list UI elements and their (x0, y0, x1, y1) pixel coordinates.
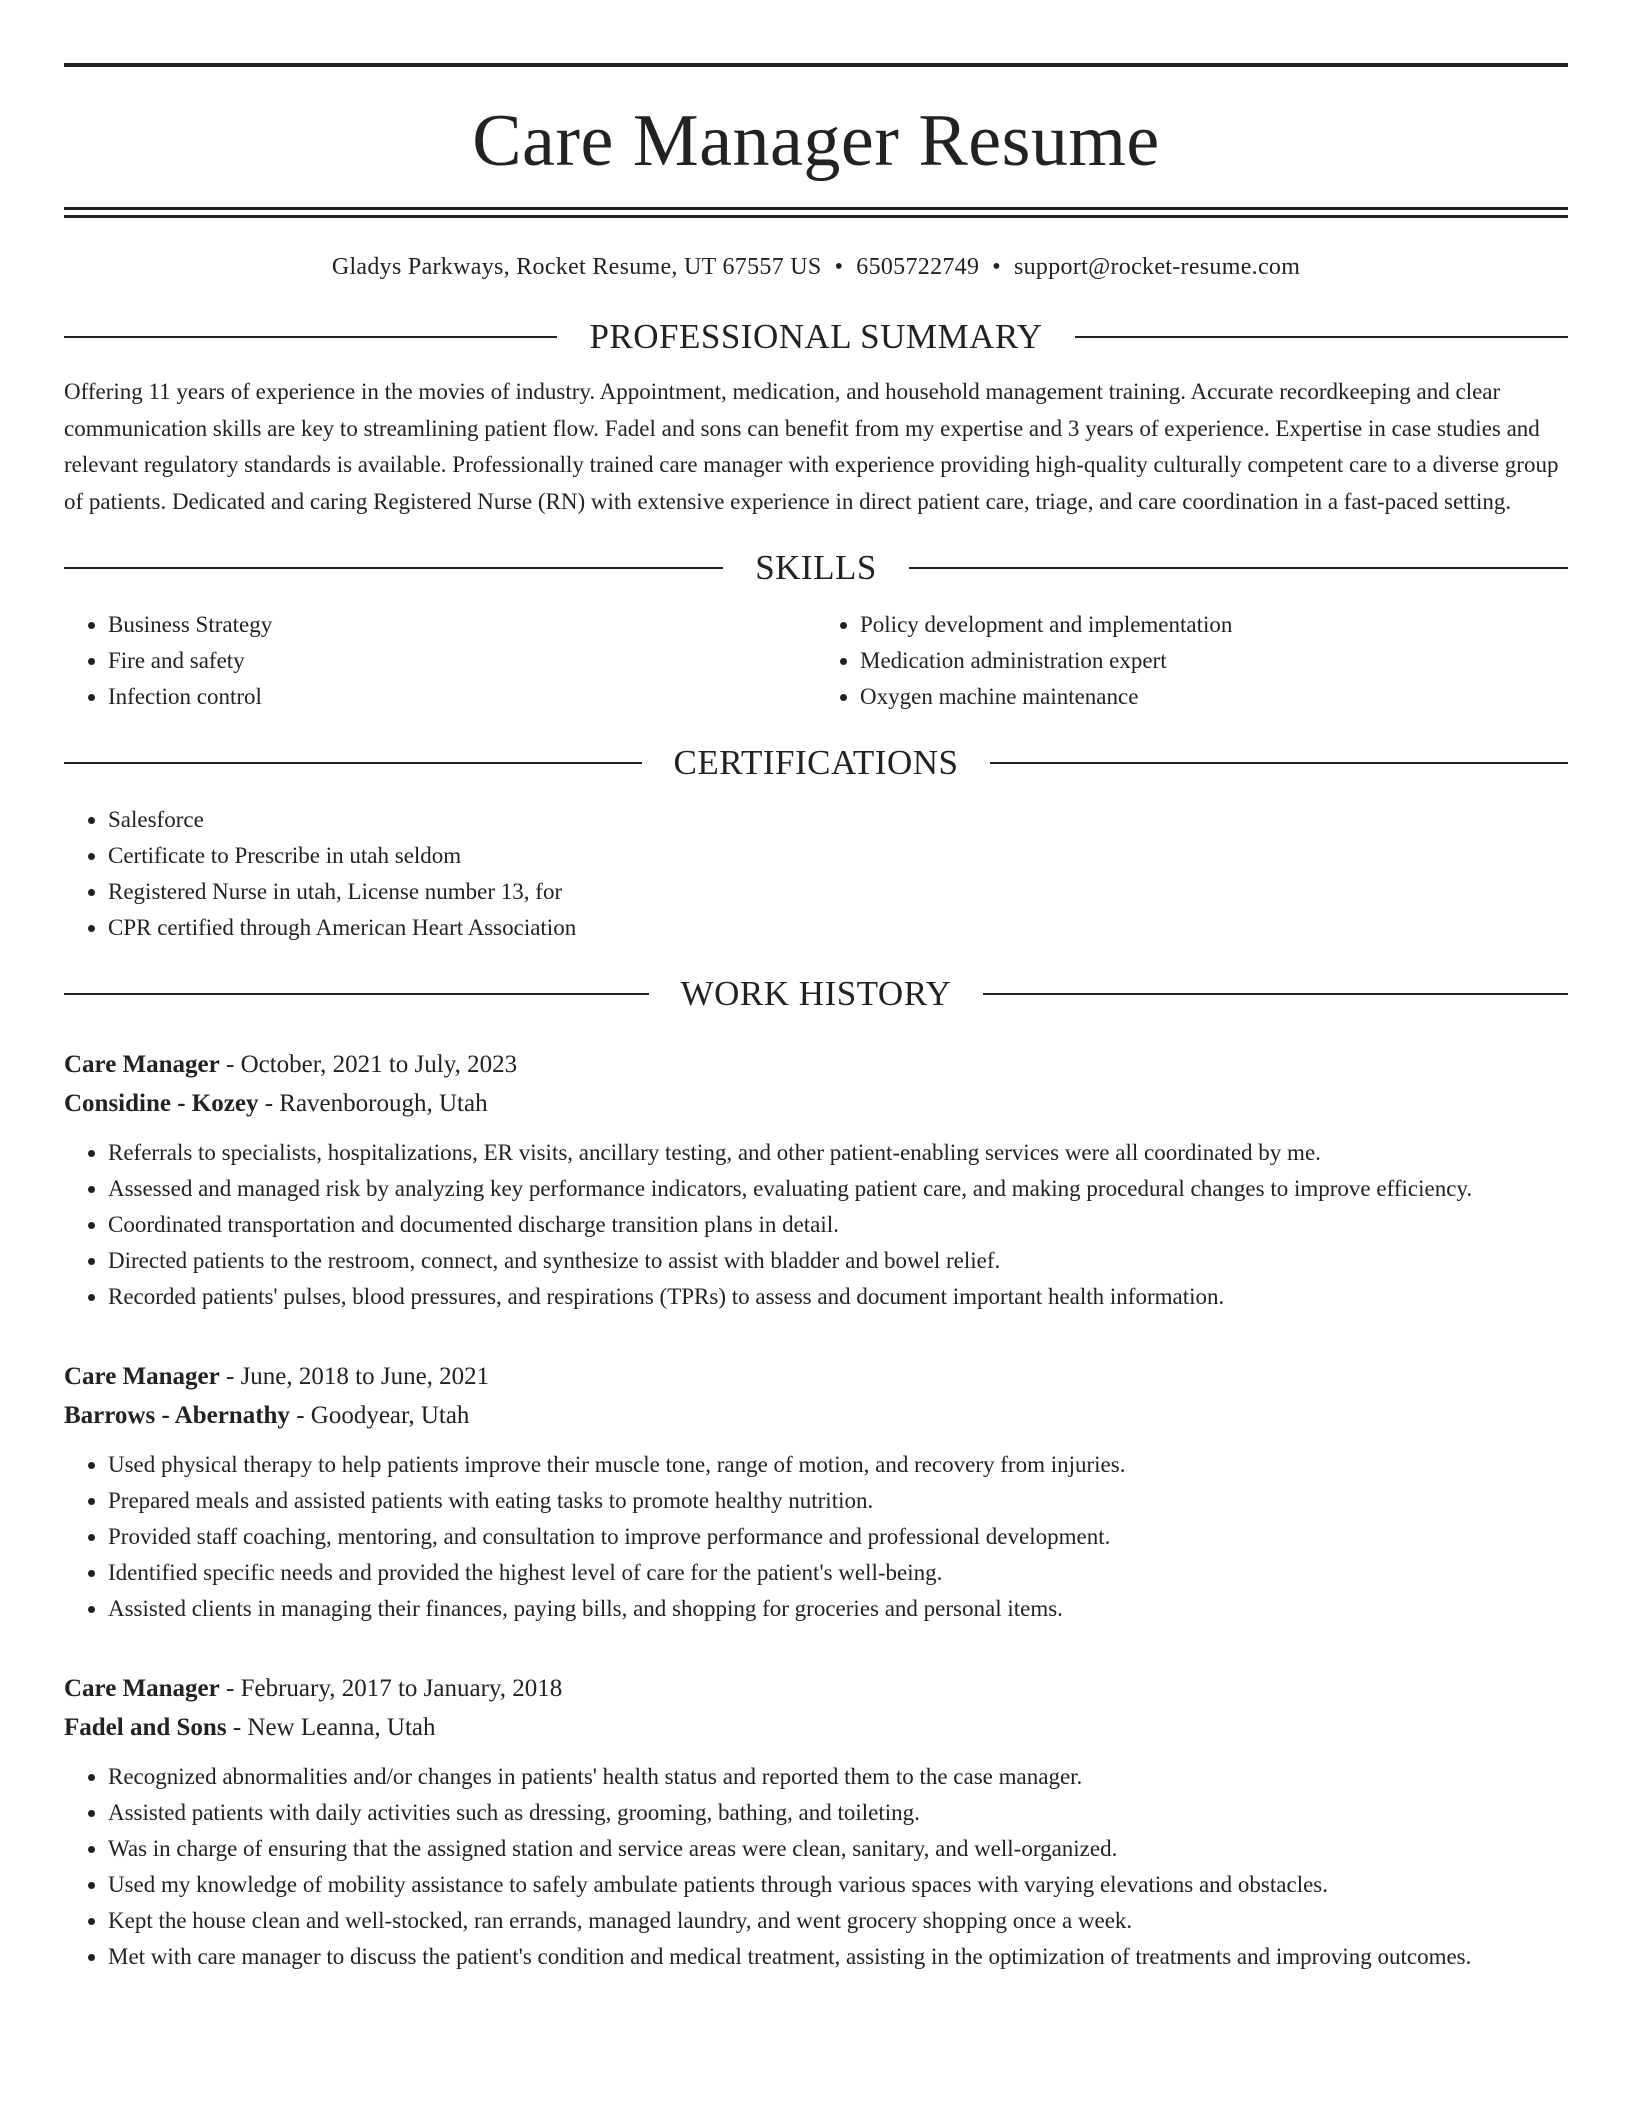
job-company: Barrows - Abernathy (64, 1402, 290, 1429)
summary-heading-label: PROFESSIONAL SUMMARY (589, 317, 1043, 356)
job-company-line (64, 1084, 1568, 1123)
job-location: - Ravenborough, Utah (258, 1090, 488, 1117)
certifications-list (64, 802, 1568, 946)
job-company: Considine - Kozey (64, 1090, 259, 1117)
job-title: Care Manager (64, 1051, 220, 1078)
title-double-rule (64, 207, 1568, 218)
contact-line (64, 254, 1568, 281)
certification-item: • Registered Nurse in utah, License number 13, for (108, 874, 1568, 910)
skill-item: • Medication administration expert (860, 643, 1568, 679)
job-bullet: • Recognized abnormalities and/or changes in patients' health status and reported them to the case manager. (108, 1759, 1568, 1795)
job-bullet: • Used my knowledge of mobility assistance to safely ambulate patients through various spaces with varying elevations and obstacles. (108, 1867, 1568, 1903)
certifications-heading-label: CERTIFICATIONS (673, 743, 959, 782)
skills-right-column (816, 607, 1568, 715)
skill-item: • Oxygen machine maintenance (860, 679, 1568, 715)
job-company-line (64, 1396, 1568, 1435)
job-bullets (64, 1447, 1568, 1627)
skills-section-heading (64, 550, 1568, 585)
job-bullet: • Coordinated transportation and documented discharge transition plans in detail. (108, 1207, 1568, 1243)
work-history-list (64, 1045, 1568, 1975)
work-section-heading (64, 976, 1568, 1011)
skill-item: • Infection control (108, 679, 816, 715)
job-title: Care Manager (64, 1675, 220, 1702)
job-bullet: • Kept the house clean and well-stocked, ran errands, managed laundry, and went grocery shopping once a week. (108, 1903, 1568, 1939)
top-rule (64, 63, 1568, 67)
job-title-line (64, 1045, 1568, 1084)
job-entry (64, 1669, 1568, 1975)
contact-separator: • (992, 254, 1001, 280)
contact-address: Gladys Parkways, Rocket Resume, UT 67557 US (331, 254, 822, 280)
contact-phone: 6505722749 (856, 254, 980, 280)
job-bullets (64, 1759, 1568, 1975)
resume-title: Care Manager Resume (472, 100, 1160, 182)
skills-left-column (64, 607, 816, 715)
contact-separator: • (834, 254, 844, 280)
job-location: - New Leanna, Utah (226, 1714, 436, 1741)
job-bullet: • Prepared meals and assisted patients with eating tasks to promote healthy nutrition. (108, 1483, 1568, 1519)
skill-item: • Business Strategy (108, 607, 816, 643)
job-bullet: • Assisted patients with daily activities such as dressing, grooming, bathing, and toileting. (108, 1795, 1568, 1831)
job-title-line (64, 1357, 1568, 1396)
skill-item: • Policy development and implementation (860, 607, 1568, 643)
work-heading-label: WORK HISTORY (680, 974, 952, 1013)
job-dates: - June, 2018 to June, 2021 (219, 1363, 490, 1390)
job-entry (64, 1357, 1568, 1627)
certifications-section-heading (64, 745, 1568, 780)
job-company: Fadel and Sons (64, 1714, 227, 1741)
job-bullet: • Assisted clients in managing their finances, paying bills, and shopping for groceries and personal items. (108, 1591, 1568, 1627)
job-entry (64, 1045, 1568, 1315)
job-bullet: • Provided staff coaching, mentoring, and consultation to improve performance and professional development. (108, 1519, 1568, 1555)
job-bullet: • Was in charge of ensuring that the assigned station and service areas were clean, sanitary, and well-organized. (108, 1831, 1568, 1867)
summary-section-heading (64, 319, 1568, 354)
skill-item: • Fire and safety (108, 643, 816, 679)
job-title: Care Manager (64, 1363, 220, 1390)
job-title-line (64, 1669, 1568, 1708)
certification-item: • CPR certified through American Heart Association (108, 910, 1568, 946)
job-bullet: • Recorded patients' pulses, blood pressures, and respirations (TPRs) to assess and document important health information. (108, 1279, 1568, 1315)
job-dates: - October, 2021 to July, 2023 (219, 1051, 518, 1078)
job-bullet: • Directed patients to the restroom, connect, and synthesize to assist with bladder and bowel relief. (108, 1243, 1568, 1279)
job-bullet: • Identified specific needs and provided the highest level of care for the patient's well-being. (108, 1555, 1568, 1591)
job-bullet: • Assessed and managed risk by analyzing key performance indicators, evaluating patient care, and making procedural changes to improve efficiency. (108, 1171, 1568, 1207)
contact-email: support@rocket-resume.com (1013, 254, 1301, 280)
job-bullet: • Met with care manager to discuss the patient's condition and medical treatment, assisting in the optimization of treatments and improving outcomes. (108, 1939, 1568, 1975)
summary-text: Offering 11 years of experience in the movies of industry. Appointment, medication, and household management training. Accurate recordkeeping and clear communication skills are key to streamlining patient flow. Fadel and sons can benefit from my expertise and 3 years of experience. Expertise in case studies and relevant regulatory standards is available. Professionally trained care manager with experience providing high-quality culturally competent care to a diverse group of patients. Dedicated and caring Registered Nurse (RN) with extensive experience in direct patient care, triage, and care coordination in a fast-paced setting. (64, 379, 1559, 514)
certification-item: • Salesforce (108, 802, 1568, 838)
certification-item: • Certificate to Prescribe in utah seldom (108, 838, 1568, 874)
job-location: - Goodyear, Utah (289, 1402, 470, 1429)
skills-heading-label: SKILLS (755, 548, 877, 587)
job-bullet: • Referrals to specialists, hospitalizations, ER visits, ancillary testing, and other patient-enabling services were all coordinated by me. (108, 1135, 1568, 1171)
job-dates: - February, 2017 to January, 2018 (219, 1675, 563, 1702)
skills-columns (64, 607, 1568, 715)
job-company-line (64, 1708, 1568, 1747)
job-bullet: • Used physical therapy to help patients improve their muscle tone, range of motion, and recovery from injuries. (108, 1447, 1568, 1483)
job-bullets (64, 1135, 1568, 1315)
